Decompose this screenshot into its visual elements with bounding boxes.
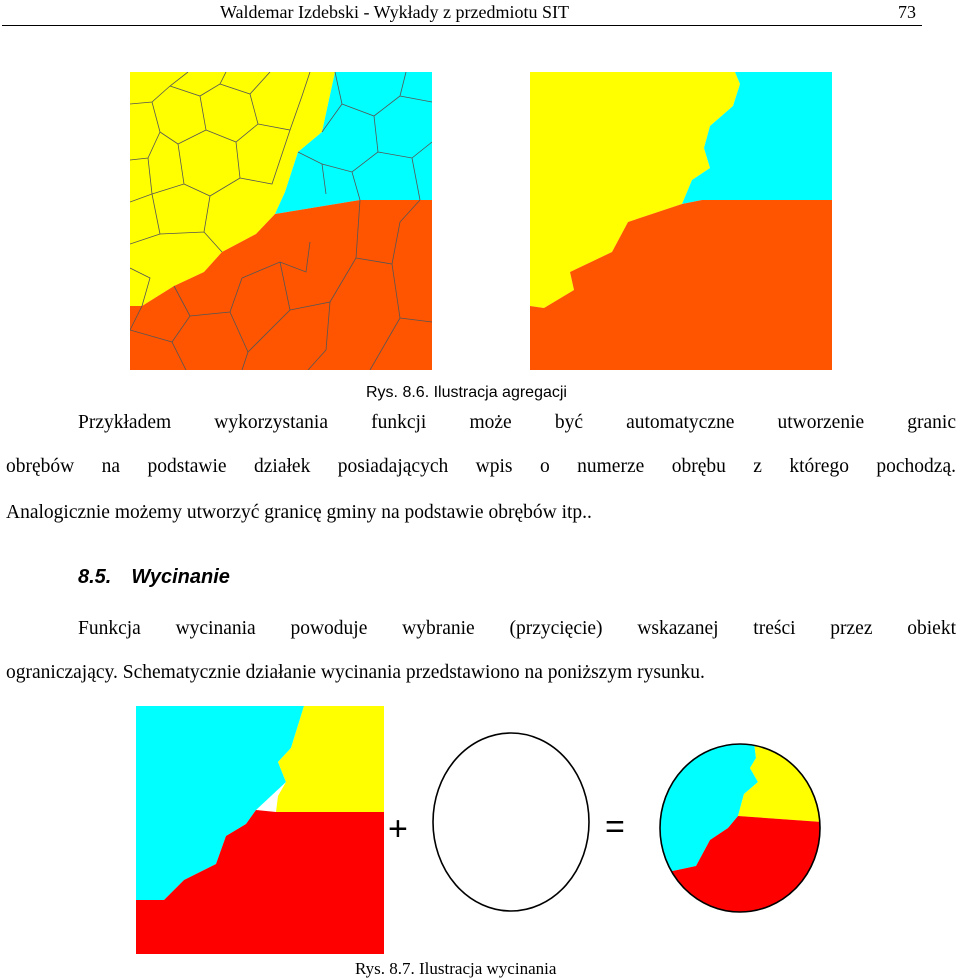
paragraph-2-line-2: ograniczający. Schematycznie działanie wycinania przedstawiono na poniższym rysunku.: [6, 662, 705, 683]
clipping-circle-outline: [433, 733, 589, 911]
section-number: 8.5.: [78, 566, 112, 588]
section-heading: [78, 566, 230, 589]
clip-circle: [430, 730, 592, 914]
section-title: Wycinanie: [131, 566, 230, 588]
paragraph-1-line-3: Analogicznie możemy utworzyć granicę gminy na podstawie obrębów itp..: [6, 502, 592, 523]
paragraph-1-line-1: Przykładem wykorzystania funkcji może być automatyczne utworzenie granic: [78, 412, 956, 433]
figure-caption-clipping: Rys. 8.7. Ilustracja wycinania: [355, 959, 557, 978]
page-number: 73: [898, 2, 916, 22]
plus-symbol: +: [388, 810, 408, 848]
aggregation-before-map: [130, 72, 432, 370]
clip-result-map: [658, 742, 822, 914]
figure-caption-aggregation: Rys. 8.6. Ilustracja agregacji: [366, 384, 567, 401]
paragraph-1-line-2: obrębów na podstawie działek posiadających wpis o numerze obrębu z którego pochodzą.: [6, 456, 956, 477]
aggregation-after-map: [530, 72, 832, 370]
page-header-title: Waldemar Izdebski - Wykłady z przedmiotu SIT: [220, 2, 570, 22]
header-divider: [2, 25, 922, 26]
equals-symbol: =: [605, 808, 625, 846]
clip-source-map: [136, 706, 384, 954]
paragraph-2-line-1: Funkcja wycinania powoduje wybranie (przycięcie) wskazanej treści przez obiekt: [78, 618, 956, 639]
